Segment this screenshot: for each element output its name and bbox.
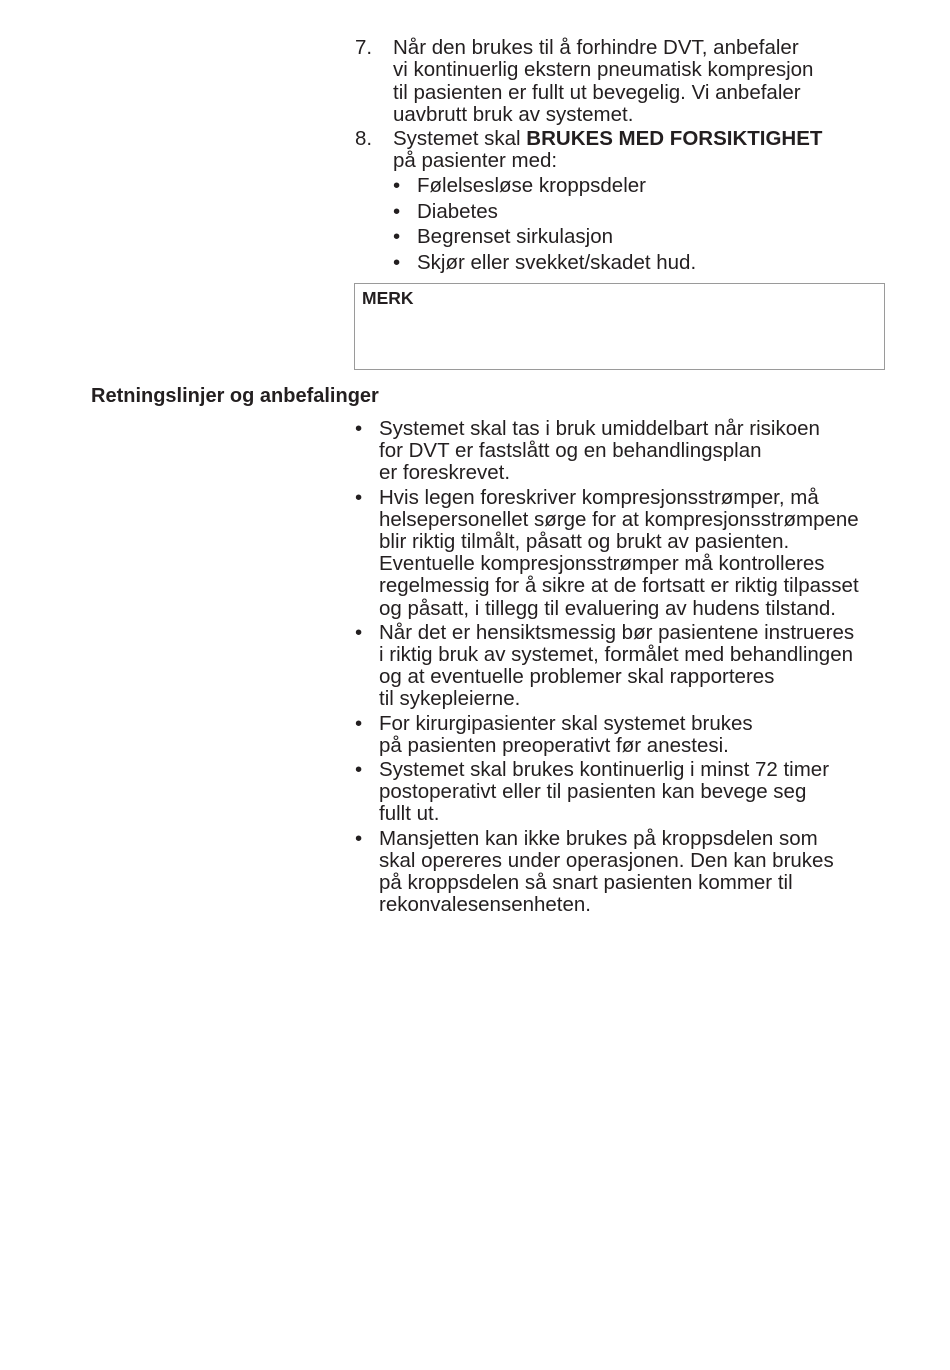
section-heading: Retningslinjer og anbefalinger bbox=[91, 385, 379, 407]
item-text-line: vi kontinuerlig ekstern pneumatisk kompresjon bbox=[393, 58, 814, 82]
list-item bbox=[355, 759, 895, 826]
numbered-list bbox=[355, 37, 895, 277]
list-item-line: blir riktig tilmålt, påsatt og brukt av pasienten. bbox=[379, 530, 790, 554]
list-item-line: er foreskrevet. bbox=[379, 461, 511, 485]
list-item-text: Diabetes bbox=[417, 199, 498, 223]
list-item-line: for DVT er fastslått og en behandlingsplan bbox=[379, 439, 762, 463]
item-text-line: uavbrutt bruk av systemet. bbox=[393, 102, 634, 126]
list-item-line: Mansjetten kan ikke brukes på kroppsdelen som bbox=[379, 826, 818, 850]
list-item-line: rekonvalesensenheten. bbox=[379, 893, 591, 917]
list-item-line: på pasienten preoperativt før anestesi. bbox=[379, 733, 729, 757]
item-number: 8. bbox=[355, 126, 373, 150]
item-number: 7. bbox=[355, 36, 373, 59]
list-item-line: helsepersonellet sørge for at kompresjonsstrømpene bbox=[379, 507, 859, 531]
item-intro-line bbox=[393, 128, 895, 150]
bullet-icon: • bbox=[355, 758, 363, 782]
list-item-line: Når det er hensiktsmessig bør pasientene instrueres bbox=[379, 620, 855, 644]
guidelines-list bbox=[355, 418, 895, 918]
note-title: MERK bbox=[362, 288, 414, 308]
list-item-line: til sykepleierne. bbox=[379, 687, 521, 711]
list-item-line: regelmessig for å sikre at de fortsatt er riktig tilpasset bbox=[379, 574, 859, 598]
list-item-line: og påsatt, i tillegg til evaluering av hudens tilstand. bbox=[379, 596, 836, 620]
list-item-8 bbox=[355, 128, 895, 274]
list-item-line: Eventuelle kompresjonsstrømper må kontrolleres bbox=[379, 552, 825, 576]
list-item-7 bbox=[355, 37, 895, 126]
list-item-text: Skjør eller svekket/skadet hud. bbox=[417, 250, 697, 274]
list-item bbox=[355, 713, 895, 757]
bullet-icon: • bbox=[393, 225, 401, 249]
list-item-line: på kroppsdelen så snart pasienten kommer til bbox=[379, 871, 793, 895]
list-item-line: Systemet skal tas i bruk umiddelbart når risikoen bbox=[379, 417, 820, 440]
item-intro-text: Systemet skal bbox=[393, 126, 527, 150]
list-item-line: Systemet skal brukes kontinuerlig i minst 72 timer bbox=[379, 758, 830, 782]
list-item bbox=[355, 418, 895, 485]
note-box bbox=[354, 283, 885, 370]
list-item bbox=[393, 201, 895, 223]
bullet-icon: • bbox=[355, 417, 363, 440]
list-item bbox=[393, 252, 895, 274]
list-item-line: fullt ut. bbox=[379, 802, 440, 826]
bullet-icon: • bbox=[355, 711, 363, 735]
bullet-icon: • bbox=[393, 250, 401, 274]
list-item-line: og at eventuelle problemer skal rapporteres bbox=[379, 665, 775, 689]
caution-emphasis: BRUKES MED FORSIKTIGHET bbox=[526, 126, 823, 150]
list-item-line: i riktig bruk av systemet, formålet med behandlingen bbox=[379, 643, 854, 667]
list-item-line: skal opereres under operasjonen. Den kan brukes bbox=[379, 848, 834, 872]
list-item bbox=[355, 487, 895, 620]
caution-conditions-list bbox=[393, 175, 895, 274]
list-item-line: postoperativt eller til pasienten kan bevege seg bbox=[379, 780, 807, 804]
list-item-text: Begrenset sirkulasjon bbox=[417, 225, 613, 249]
bullet-icon: • bbox=[393, 174, 401, 198]
item-text-line: på pasienter med: bbox=[393, 148, 558, 172]
bullet-icon: • bbox=[355, 620, 363, 644]
list-item bbox=[393, 175, 895, 197]
bullet-icon: • bbox=[393, 199, 401, 223]
list-item bbox=[355, 622, 895, 711]
list-item-text: Følelsesløse kroppsdeler bbox=[417, 174, 646, 198]
item-text-line: til pasienten er fullt ut bevegelig. Vi anbefaler bbox=[393, 80, 801, 104]
bullet-icon: • bbox=[355, 485, 363, 509]
list-item bbox=[393, 226, 895, 248]
list-item-line: Hvis legen foreskriver kompresjonsstrømper, må bbox=[379, 485, 819, 509]
bullet-icon: • bbox=[355, 826, 363, 850]
list-item-line: For kirurgipasienter skal systemet brukes bbox=[379, 711, 753, 735]
list-item bbox=[355, 828, 895, 917]
item-text-line: Når den brukes til å forhindre DVT, anbefaler bbox=[393, 36, 799, 59]
